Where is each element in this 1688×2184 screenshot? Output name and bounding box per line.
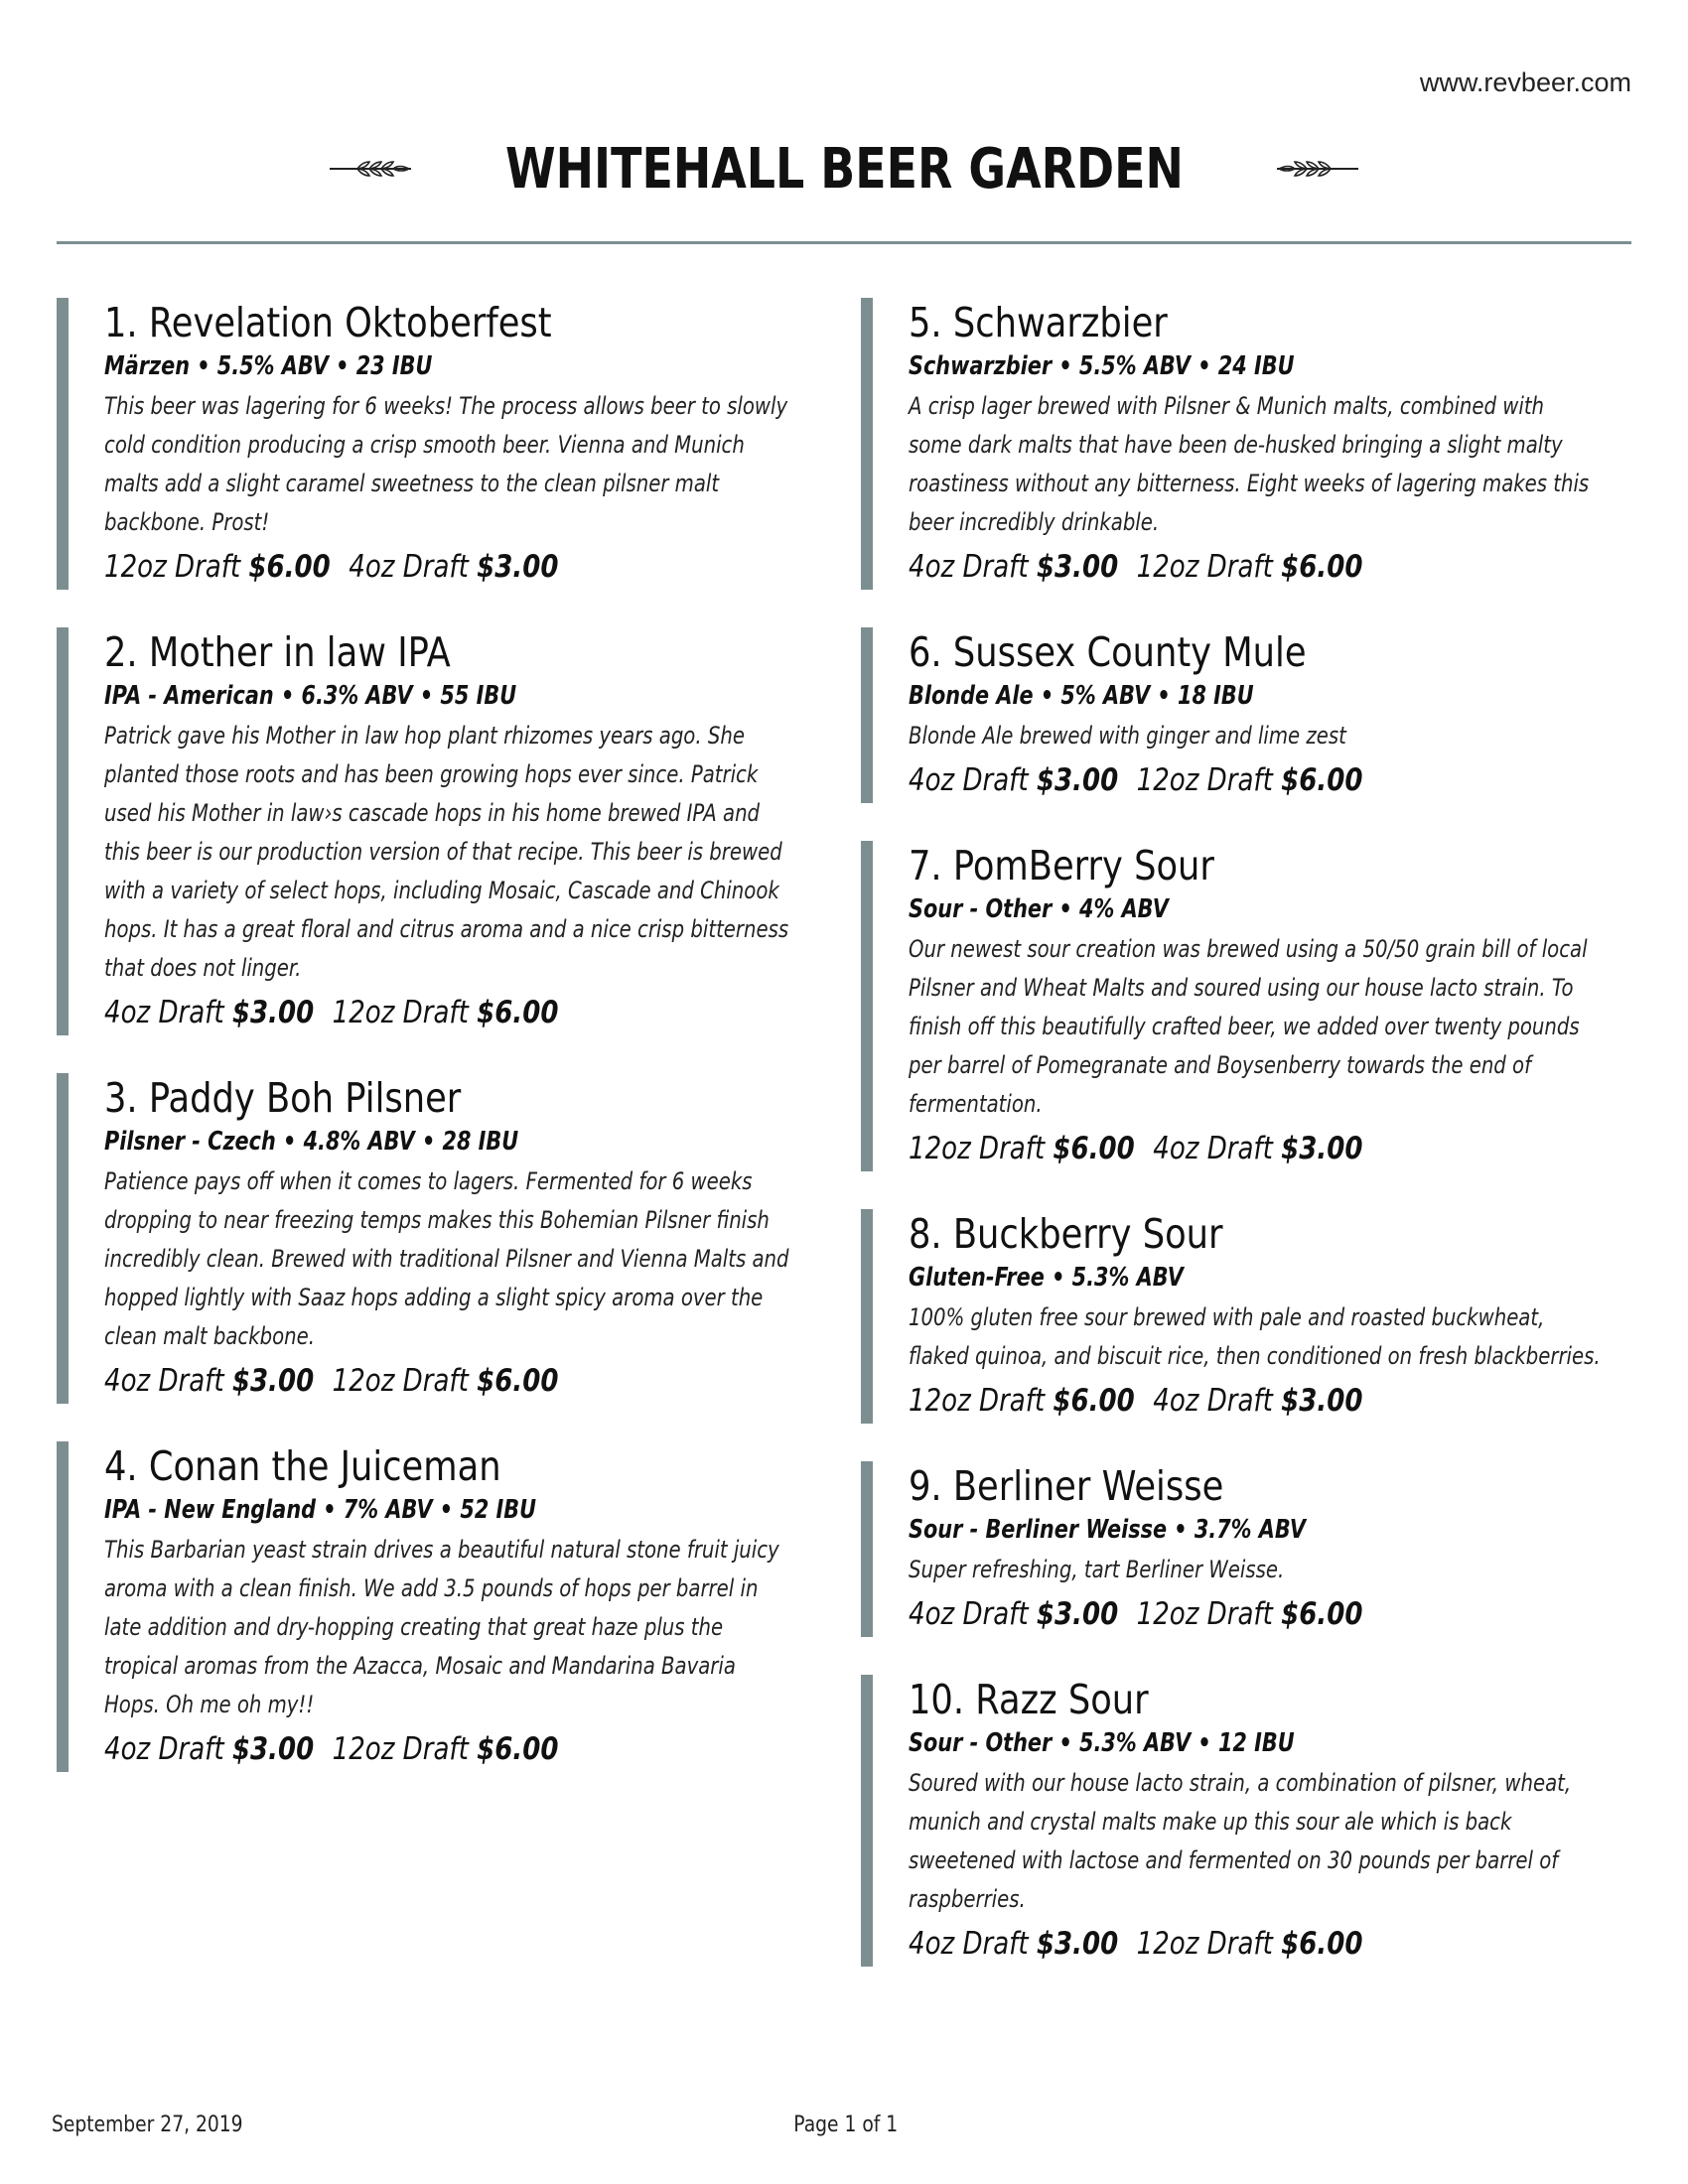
serving-size: 4oz Draft [909, 1596, 1029, 1632]
serving-size: 12oz Draft [909, 1383, 1046, 1419]
price-amount: $3.00 [1281, 1383, 1363, 1419]
price-amount: $3.00 [1036, 762, 1119, 798]
footer-date: September 27, 2019 [52, 2113, 243, 2137]
beer-style-meta: Pilsner - Czech • 4.8% ABV • 28 IBU [104, 1127, 519, 1157]
serving-size: 12oz Draft [332, 1363, 469, 1399]
beer-name: 3. Paddy Boh Pilsner [104, 1074, 462, 1122]
price-option [333, 1363, 559, 1399]
beer-description: This beer was lagering for 6 weeks! The process allows beer to slowly cold condition producing a crisp smooth beer. Vienna and Munich malts add a slight caramel sweetness to the clean pilsner malt backbone. Prost! [104, 392, 788, 536]
serving-size: 12oz Draft [909, 1131, 1046, 1166]
wheat-icon [328, 157, 417, 181]
price-amount: $6.00 [477, 995, 559, 1030]
price-option [909, 1596, 1118, 1632]
serving-size: 12oz Draft [104, 549, 241, 585]
price-amount: $6.00 [1281, 1596, 1363, 1632]
serving-size: 4oz Draft [104, 1363, 224, 1399]
price-row [104, 544, 681, 590]
price-option [909, 1926, 1118, 1962]
price-row [909, 1126, 1485, 1171]
price-row [909, 1591, 1485, 1637]
wheat-icon [1271, 157, 1360, 181]
price-amount: $6.00 [1053, 1131, 1135, 1166]
site-url[interactable]: www.revbeer.com [1419, 68, 1631, 97]
beer-list-right [861, 298, 1601, 2004]
beer-name: 1. Revelation Oktoberfest [104, 299, 552, 346]
beer-style-meta: Märzen • 5.5% ABV • 23 IBU [104, 351, 433, 381]
beer-name: 7. PomBerry Sour [909, 842, 1214, 889]
beer-style-meta: Blonde Ale • 5% ABV • 18 IBU [909, 681, 1254, 711]
price-row [909, 757, 1485, 803]
price-row [104, 1726, 681, 1772]
price-option [333, 1731, 559, 1767]
beer-item [861, 298, 1596, 590]
price-option [1137, 549, 1363, 585]
beer-name: 2. Mother in law IPA [104, 628, 451, 676]
beer-style-meta: Gluten-Free • 5.3% ABV [909, 1263, 1184, 1293]
beer-name: 10. Razz Sour [909, 1676, 1149, 1723]
price-amount: $3.00 [477, 549, 559, 585]
beer-description: Super refreshing, tart Berliner Weisse. [909, 1556, 1285, 1583]
price-amount: $6.00 [1281, 1926, 1363, 1962]
serving-size: 12oz Draft [1136, 1596, 1273, 1632]
price-option [909, 762, 1118, 798]
price-row [104, 990, 681, 1035]
price-option [104, 1731, 314, 1767]
beer-style-meta: Sour - Other • 4% ABV [909, 894, 1169, 924]
price-amount: $3.00 [1036, 549, 1119, 585]
beer-item [861, 1675, 1596, 1967]
beer-name: 9. Berliner Weisse [909, 1462, 1224, 1510]
menu-header [0, 124, 1688, 213]
serving-size: 12oz Draft [332, 1731, 469, 1767]
serving-size: 4oz Draft [909, 549, 1029, 585]
serving-size: 4oz Draft [1153, 1383, 1273, 1419]
price-option [104, 995, 314, 1030]
beer-name: 5. Schwarzbier [909, 299, 1168, 346]
beer-description: A crisp lager brewed with Pilsner & Munich malts, combined with some dark malts that have been de-husked bringing a slight malty roastiness without any bitterness. Eight weeks of lagering makes this beer incredibly drinkable. [909, 392, 1590, 536]
price-option [333, 995, 559, 1030]
beer-style-meta: IPA - New England • 7% ABV • 52 IBU [104, 1495, 537, 1525]
price-amount: $6.00 [1281, 549, 1363, 585]
price-amount: $3.00 [231, 995, 315, 1030]
price-row [909, 1378, 1485, 1424]
price-amount: $6.00 [477, 1731, 559, 1767]
beer-description: Blonde Ale brewed with ginger and lime zest [909, 722, 1346, 750]
beer-style-meta: Sour - Other • 5.3% ABV • 12 IBU [909, 1728, 1295, 1758]
price-row [909, 1921, 1485, 1967]
beer-description: Soured with our house lacto strain, a combination of pilsner, wheat, munich and crystal malts make up this sour ale which is back sweetened with lactose and fermented on 30 pounds per barrel of raspberries. [909, 1769, 1572, 1913]
price-option [1153, 1383, 1362, 1419]
price-row [909, 544, 1485, 590]
price-option [909, 549, 1118, 585]
beer-description: Our newest sour creation was brewed using a 50/50 grain bill of local Pilsner and Wheat Malts and soured using our house lacto strain. To finish off this beautifully crafted beer, we added over twenty pounds per barrel of Pomegranate and Boysenberry towards the end of fermentation. [909, 935, 1588, 1118]
serving-size: 12oz Draft [1136, 549, 1273, 585]
serving-size: 12oz Draft [332, 995, 469, 1030]
page-title: WHITEHALL BEER GARDEN [504, 136, 1184, 202]
beer-item [57, 1441, 791, 1772]
footer-page-number: Page 1 of 1 [793, 2113, 899, 2137]
price-option [1137, 1596, 1363, 1632]
price-amount: $3.00 [231, 1363, 315, 1399]
price-amount: $3.00 [1281, 1131, 1363, 1166]
beer-style-meta: Schwarzbier • 5.5% ABV • 24 IBU [909, 351, 1295, 381]
beer-item [57, 298, 791, 590]
price-option [1137, 762, 1363, 798]
beer-description: This Barbarian yeast strain drives a beautiful natural stone fruit juicy aroma with a clean finish. We add 3.5 pounds of hops per barrel in late addition and dry-hopping creating that great haze plus the tropical aromas from the Azacca, Mosaic and Mandarina Bavaria Hops. Oh me oh my!! [104, 1536, 779, 1718]
serving-size: 12oz Draft [1136, 762, 1273, 798]
serving-size: 4oz Draft [104, 995, 224, 1030]
beer-description: Patrick gave his Mother in law hop plant rhizomes years ago. She planted those roots and has been growing hops ever since. Patrick used his Mother in law›s cascade hops in his home brewed IPA and this beer is our production version of that recipe. This beer is brewed with a variety of select hops, including Mosaic, Cascade and Chinook hops. It has a great floral and citrus aroma and a nice crisp bitterness that does not linger. [104, 722, 789, 982]
price-option [909, 1131, 1135, 1166]
price-amount: $3.00 [231, 1731, 315, 1767]
beer-description: Patience pays off when it comes to lagers. Fermented for 6 weeks dropping to near freezing temps makes this Bohemian Pilsner finish incredibly clean. Brewed with traditional Pilsner and Vienna Malts and hopped lightly with Saaz hops adding a slight spicy aroma over the clean malt backbone. [104, 1167, 789, 1350]
price-amount: $3.00 [1036, 1596, 1119, 1632]
header-divider [57, 241, 1631, 244]
beer-item [57, 627, 791, 1035]
beer-item [57, 1073, 791, 1404]
serving-size: 12oz Draft [1136, 1926, 1273, 1962]
price-option [1137, 1926, 1363, 1962]
price-option [349, 549, 558, 585]
price-amount: $6.00 [1053, 1383, 1135, 1419]
beer-name: 4. Conan the Juiceman [104, 1442, 501, 1490]
beer-description: 100% gluten free sour brewed with pale and roasted buckwheat, flaked quinoa, and biscuit rice, then conditioned on fresh blackberries. [909, 1303, 1601, 1370]
serving-size: 4oz Draft [104, 1731, 224, 1767]
beer-name: 6. Sussex County Mule [909, 628, 1307, 676]
beer-style-meta: Sour - Berliner Weisse • 3.7% ABV [909, 1515, 1306, 1545]
price-amount: $3.00 [1036, 1926, 1119, 1962]
price-option [909, 1383, 1135, 1419]
serving-size: 4oz Draft [1153, 1131, 1273, 1166]
beer-item [861, 841, 1596, 1171]
price-row [104, 1358, 681, 1404]
beer-item [861, 1209, 1601, 1424]
beer-style-meta: IPA - American • 6.3% ABV • 55 IBU [104, 681, 517, 711]
beer-name: 8. Buckberry Sour [909, 1210, 1223, 1258]
price-option [1153, 1131, 1362, 1166]
price-amount: $6.00 [248, 549, 331, 585]
beer-list-left [57, 298, 791, 1810]
price-amount: $6.00 [1281, 762, 1363, 798]
serving-size: 4oz Draft [349, 549, 469, 585]
serving-size: 4oz Draft [909, 762, 1029, 798]
price-option [104, 1363, 314, 1399]
price-amount: $6.00 [477, 1363, 559, 1399]
beer-item [861, 627, 1596, 803]
beer-item [861, 1461, 1596, 1637]
serving-size: 4oz Draft [909, 1926, 1029, 1962]
price-option [104, 549, 331, 585]
